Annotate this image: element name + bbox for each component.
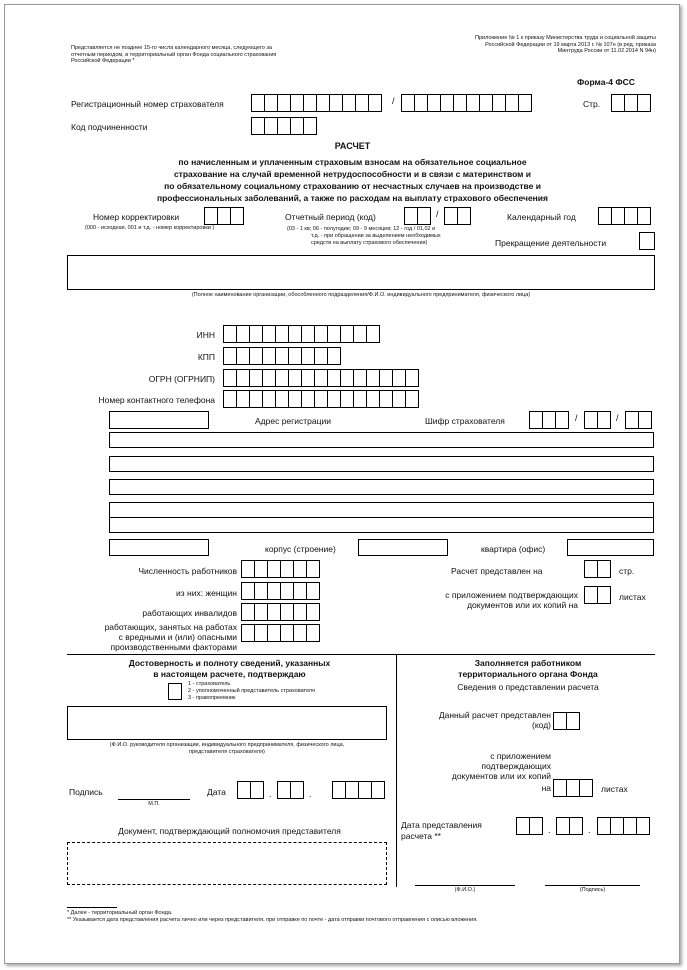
period-slash: /: [436, 209, 439, 219]
harmful-line-2: с вредными и (или) опасными: [118, 632, 237, 642]
attach-line-1: с приложением подтверждающих: [445, 590, 578, 600]
period-hint-1: (03 - 1 кв; 06 - полугодие; 09 - 9 месяцев; 12 - год / 01,02 и: [287, 226, 436, 232]
auth-doc-field[interactable]: [67, 842, 387, 885]
input-cell[interactable]: [293, 582, 307, 600]
input-cell[interactable]: [280, 560, 294, 578]
fund-attach-line-3: документов или их копий: [451, 771, 551, 781]
input-cell[interactable]: [353, 390, 367, 408]
input-cell[interactable]: [249, 369, 263, 387]
pages-suffix: стр.: [619, 566, 635, 576]
input-cell[interactable]: [342, 94, 356, 112]
input-cell[interactable]: [637, 94, 651, 112]
org-name-field[interactable]: [67, 255, 655, 290]
fund-date-line-2: расчета **: [401, 831, 441, 841]
input-cell[interactable]: [553, 779, 567, 797]
input-cell[interactable]: [556, 817, 570, 835]
signature-line[interactable]: [118, 799, 190, 800]
doc-title: РАСЧЕТ: [334, 141, 371, 151]
input-cell[interactable]: [293, 603, 307, 621]
input-cell[interactable]: [306, 603, 320, 621]
input-cell[interactable]: [457, 207, 471, 225]
input-cell[interactable]: [598, 207, 612, 225]
input-cell[interactable]: [277, 781, 291, 799]
title-line-4: профессиональных заболеваний, а также по расходам на выплату страхового обеспечения: [156, 193, 548, 203]
input-cell[interactable]: [529, 817, 543, 835]
address-label: Адрес регистрации: [255, 416, 331, 426]
harmful-line-1: работающих, занятых на работах: [104, 622, 237, 632]
input-cell[interactable]: [267, 603, 281, 621]
input-cell[interactable]: [314, 369, 328, 387]
input-cell[interactable]: [230, 207, 244, 225]
input-cell[interactable]: [379, 390, 393, 408]
input-cell[interactable]: [366, 325, 380, 343]
submitted-pages-label: Расчет представлен на: [451, 566, 543, 576]
building-label: корпус (строение): [265, 544, 336, 554]
period-hint-3: средств на выплату страхового обеспечения): [311, 240, 428, 246]
input-cell[interactable]: [566, 712, 580, 730]
title-line-1: по начисленным и уплаченным страховым взносам на обязательное социальное: [178, 157, 527, 167]
input-cell[interactable]: [440, 94, 454, 112]
address-line-3[interactable]: [109, 479, 654, 495]
period-label: Отчетный период (код): [285, 212, 376, 222]
input-cell[interactable]: [555, 411, 569, 429]
input-cell[interactable]: [236, 347, 250, 365]
fund-date-day[interactable]: [516, 817, 542, 835]
input-cell[interactable]: [262, 369, 276, 387]
input-cell[interactable]: [293, 560, 307, 578]
fund-date-dot-1: .: [548, 825, 551, 835]
auth-doc-label: Документ, подтверждающий полномочия представителя: [118, 826, 341, 836]
sheets-suffix: листах: [619, 592, 646, 602]
input-cell[interactable]: [597, 560, 611, 578]
input-cell[interactable]: [254, 603, 268, 621]
confirm-date-label: Дата: [207, 787, 226, 797]
input-cell[interactable]: [241, 560, 255, 578]
reg-number-part2-cells[interactable]: [401, 94, 531, 112]
input-cell[interactable]: [366, 369, 380, 387]
input-cell[interactable]: [353, 325, 367, 343]
fund-sign-line[interactable]: [545, 885, 640, 886]
input-cell[interactable]: [417, 207, 431, 225]
cipher-cells-2[interactable]: [584, 411, 610, 429]
kpp-label: КПП: [197, 352, 215, 362]
signature-label: Подпись: [69, 787, 103, 797]
input-cell[interactable]: [492, 94, 506, 112]
apartment-label: квартира (офис): [481, 544, 546, 554]
fund-attach-sheets-cells[interactable]: [553, 779, 592, 797]
input-cell[interactable]: [306, 560, 320, 578]
input-cell[interactable]: [371, 781, 385, 799]
input-cell[interactable]: [427, 94, 441, 112]
confirmer-opt-2: 2 - уполномоченный представитель страхователя: [188, 688, 316, 694]
submission-deadline-note: Представляется не позднее 15-го числа календарного месяца, следующего за отчетным периодом, в территориальный орган Фонда социального страхования Российской Федерации *: [71, 45, 277, 64]
input-cell[interactable]: [262, 390, 276, 408]
input-cell[interactable]: [392, 369, 406, 387]
reg-number-part1-cells[interactable]: [251, 94, 381, 112]
confirmer-opt-1: 1 - страхователь: [188, 681, 231, 687]
sub-code-cells[interactable]: [251, 117, 316, 135]
input-cell[interactable]: [542, 411, 556, 429]
input-cell[interactable]: [584, 586, 598, 604]
footnote-1: * Далее - территориальный орган Фонда.: [67, 910, 173, 916]
input-cell[interactable]: [290, 781, 304, 799]
input-cell[interactable]: [275, 347, 289, 365]
confirm-date-day[interactable]: [237, 781, 263, 799]
title-line-3: по обязательному социальному страхованию от несчастных случаев на производстве и: [164, 181, 541, 191]
input-cell[interactable]: [241, 603, 255, 621]
input-cell[interactable]: [236, 369, 250, 387]
input-cell[interactable]: [368, 94, 382, 112]
fund-subtitle: Сведения о представлении расчета: [457, 682, 599, 692]
fund-submitted-line-2: (код): [532, 720, 551, 730]
input-cell[interactable]: [611, 207, 625, 225]
input-cell[interactable]: [597, 411, 611, 429]
input-cell[interactable]: [301, 390, 315, 408]
input-cell[interactable]: [329, 94, 343, 112]
input-cell[interactable]: [241, 624, 255, 642]
harmful-cells[interactable]: [241, 624, 319, 642]
reg-number-label: Регистрационный номер страхователя: [71, 99, 224, 109]
termination-checkbox[interactable]: [639, 232, 655, 250]
confirm-date-month[interactable]: [277, 781, 303, 799]
appendix-note: Приложение № 1 к приказу Министерства труда и социальной защиты Российской Федерации от 19 марта 2013 г. № 107н (в ред. приказа Минтруда России от 11.02.2014 N 94н): [475, 35, 656, 54]
input-cell[interactable]: [288, 390, 302, 408]
input-cell[interactable]: [254, 582, 268, 600]
confirm-title-1: Достоверность и полноту сведений, указанных: [128, 658, 331, 668]
period-hint-2: т.д. - при обращении за выделением необходимых: [311, 233, 441, 239]
input-cell[interactable]: [254, 560, 268, 578]
input-cell[interactable]: [611, 94, 625, 112]
title-line-2: страхование на случай временной нетрудоспособности и в связи с материнством и: [173, 169, 532, 179]
input-cell[interactable]: [405, 369, 419, 387]
address-line-1[interactable]: [109, 432, 654, 448]
input-cell[interactable]: [301, 325, 315, 343]
termination-label: Прекращение деятельности: [495, 238, 607, 248]
input-cell[interactable]: [267, 560, 281, 578]
input-cell[interactable]: [275, 390, 289, 408]
input-cell[interactable]: [327, 369, 341, 387]
attach-line-2: документов или их копий на: [467, 600, 578, 610]
fund-date-year[interactable]: [597, 817, 649, 835]
fund-title-2: территориального органа Фонда: [458, 669, 598, 679]
input-cell[interactable]: [204, 207, 218, 225]
fund-submission-code-cells[interactable]: [553, 712, 579, 730]
input-cell[interactable]: [624, 207, 638, 225]
input-cell[interactable]: [444, 207, 458, 225]
input-cell[interactable]: [314, 347, 328, 365]
input-cell[interactable]: [327, 347, 341, 365]
input-cell[interactable]: [584, 560, 598, 578]
fund-submitted-line-1: Данный расчет представлен: [438, 710, 551, 720]
disabled-label: работающих инвалидов: [142, 608, 237, 618]
cipher-slash-1: /: [575, 413, 578, 423]
confirmer-type-cell[interactable]: [168, 683, 182, 700]
input-cell[interactable]: [569, 817, 583, 835]
fund-fio-line[interactable]: [415, 885, 515, 886]
input-cell[interactable]: [301, 347, 315, 365]
input-cell[interactable]: [453, 94, 467, 112]
reg-number-slash: /: [392, 96, 395, 106]
period-cells-2[interactable]: [444, 207, 470, 225]
input-cell[interactable]: [223, 369, 237, 387]
input-cell[interactable]: [249, 390, 263, 408]
ogrn-label: ОГРН (ОГРНИП): [148, 374, 215, 384]
input-cell[interactable]: [340, 390, 354, 408]
input-cell[interactable]: [584, 411, 598, 429]
employees-cells[interactable]: [241, 560, 319, 578]
input-cell[interactable]: [277, 117, 291, 135]
input-cell[interactable]: [275, 325, 289, 343]
input-cell[interactable]: [353, 369, 367, 387]
input-cell[interactable]: [264, 94, 278, 112]
input-cell[interactable]: [636, 817, 650, 835]
input-cell[interactable]: [267, 624, 281, 642]
sub-code-label: Код подчиненности: [71, 122, 148, 132]
input-cell[interactable]: [327, 390, 341, 408]
confirmer-name-field[interactable]: [67, 706, 387, 740]
fund-date-line-1: Дата представления: [401, 820, 482, 830]
input-cell[interactable]: [267, 582, 281, 600]
input-cell[interactable]: [345, 781, 359, 799]
input-cell[interactable]: [379, 369, 393, 387]
input-cell[interactable]: [466, 94, 480, 112]
fund-date-month[interactable]: [556, 817, 582, 835]
address-line-2[interactable]: [109, 456, 654, 472]
cipher-cells-3[interactable]: [625, 411, 651, 429]
input-cell[interactable]: [529, 411, 543, 429]
women-label: из них: женщин: [176, 588, 237, 598]
disabled-cells[interactable]: [241, 603, 319, 621]
input-cell[interactable]: [637, 207, 651, 225]
apartment-field[interactable]: [567, 539, 654, 556]
confirmer-opt-3: 3 - правопреемник: [188, 695, 236, 701]
input-cell[interactable]: [236, 325, 250, 343]
fund-title-1: Заполняется работником: [474, 658, 582, 668]
input-cell[interactable]: [306, 624, 320, 642]
input-cell[interactable]: [518, 94, 532, 112]
input-cell[interactable]: [249, 347, 263, 365]
column-divider: [396, 654, 397, 887]
input-cell[interactable]: [479, 94, 493, 112]
correction-label: Номер корректировки: [93, 212, 180, 222]
fund-attach-line-4: на: [541, 783, 551, 793]
input-cell[interactable]: [217, 207, 231, 225]
fund-fio-hint: (Ф.И.О.): [454, 887, 476, 893]
inn-label: ИНН: [196, 330, 215, 340]
input-cell[interactable]: [327, 325, 341, 343]
input-cell[interactable]: [288, 325, 302, 343]
input-cell[interactable]: [262, 347, 276, 365]
form-page: [4, 4, 680, 964]
cipher-slash-2: /: [616, 413, 619, 423]
input-cell[interactable]: [241, 582, 255, 600]
cipher-label: Шифр страхователя: [425, 416, 505, 426]
input-cell[interactable]: [316, 94, 330, 112]
input-cell[interactable]: [223, 325, 237, 343]
input-cell[interactable]: [355, 94, 369, 112]
fund-sign-hint: (Подпись): [579, 887, 606, 893]
correction-cells[interactable]: [204, 207, 243, 225]
input-cell[interactable]: [340, 325, 354, 343]
input-cell[interactable]: [275, 369, 289, 387]
input-cell[interactable]: [332, 781, 346, 799]
input-cell[interactable]: [516, 817, 530, 835]
input-cell[interactable]: [624, 94, 638, 112]
confirmer-name-hint-2: представителя страхователя): [189, 749, 265, 755]
input-cell[interactable]: [303, 117, 317, 135]
org-name-hint: (Полное наименование организации, обособленного подразделения/Ф.И.О. индивидуального предпринимателя, физического лица): [191, 292, 531, 298]
year-label: Календарный год: [507, 212, 576, 222]
input-cell[interactable]: [280, 624, 294, 642]
input-cell[interactable]: [236, 390, 250, 408]
input-cell[interactable]: [293, 624, 307, 642]
input-cell[interactable]: [251, 117, 265, 135]
footnote-2: ** Указывается дата представления расчета лично или через представителя, при отправке по почте - дата отправки почтового отправления с описью вложения.: [67, 917, 478, 923]
input-cell[interactable]: [249, 325, 263, 343]
year-cells[interactable]: [598, 207, 650, 225]
input-cell[interactable]: [358, 781, 372, 799]
period-cells-1[interactable]: [404, 207, 430, 225]
fund-attach-line-1: с приложением: [490, 751, 551, 761]
section-divider: [67, 654, 655, 655]
kpp-cells[interactable]: [223, 347, 340, 365]
footnote-separator: [67, 907, 117, 908]
phone-label: Номер контактного телефона: [98, 395, 215, 405]
page-number-cells[interactable]: [611, 94, 650, 112]
input-cell[interactable]: [306, 582, 320, 600]
input-cell[interactable]: [623, 817, 637, 835]
address-line-4[interactable]: [109, 502, 654, 518]
building-field[interactable]: [358, 539, 448, 556]
input-cell[interactable]: [314, 325, 328, 343]
input-cell[interactable]: [280, 603, 294, 621]
input-cell[interactable]: [505, 94, 519, 112]
input-cell[interactable]: [277, 94, 291, 112]
input-cell[interactable]: [303, 94, 317, 112]
women-cells[interactable]: [241, 582, 319, 600]
page-label: Стр.: [583, 99, 601, 109]
employees-label: Численность работников: [138, 566, 237, 576]
confirm-date-dot-1: .: [269, 789, 272, 799]
input-cell[interactable]: [290, 94, 304, 112]
fund-attach-line-2: подтверждающих: [481, 761, 551, 771]
address-line-5[interactable]: [109, 517, 654, 533]
confirm-date-dot-2: .: [309, 789, 312, 799]
input-cell[interactable]: [314, 390, 328, 408]
input-cell[interactable]: [638, 411, 652, 429]
input-cell[interactable]: [340, 369, 354, 387]
form-label: Форма-4 ФСС: [577, 77, 635, 87]
harmful-line-3: производственными факторами: [110, 642, 237, 652]
input-cell[interactable]: [625, 411, 639, 429]
input-cell[interactable]: [288, 347, 302, 365]
input-cell[interactable]: [280, 582, 294, 600]
postal-code-field[interactable]: [109, 411, 209, 429]
input-cell[interactable]: [366, 390, 380, 408]
input-cell[interactable]: [597, 817, 611, 835]
phone-cells[interactable]: [223, 390, 418, 408]
attach-sheets-cells[interactable]: [584, 586, 610, 604]
house-field[interactable]: [109, 539, 209, 556]
input-cell[interactable]: [288, 369, 302, 387]
input-cell[interactable]: [414, 94, 428, 112]
confirm-title-2: в настоящем расчете, подтверждаю: [153, 669, 306, 679]
input-cell[interactable]: [290, 117, 304, 135]
input-cell[interactable]: [301, 369, 315, 387]
submitted-pages-cells[interactable]: [584, 560, 610, 578]
input-cell[interactable]: [404, 207, 418, 225]
input-cell[interactable]: [579, 779, 593, 797]
input-cell[interactable]: [566, 779, 580, 797]
input-cell[interactable]: [223, 347, 237, 365]
input-cell[interactable]: [262, 325, 276, 343]
input-cell[interactable]: [250, 781, 264, 799]
fund-sheets-suffix: листах: [601, 784, 628, 794]
input-cell[interactable]: [254, 624, 268, 642]
input-cell[interactable]: [251, 94, 265, 112]
confirmer-name-hint-1: (Ф.И.О. руководителя организации, индивидуального предпринимателя, физического лица,: [109, 742, 345, 748]
input-cell[interactable]: [401, 94, 415, 112]
input-cell[interactable]: [223, 390, 237, 408]
ogrn-cells[interactable]: [223, 369, 418, 387]
input-cell[interactable]: [405, 390, 419, 408]
stamp-label: М.П.: [148, 801, 160, 807]
input-cell[interactable]: [392, 390, 406, 408]
input-cell[interactable]: [264, 117, 278, 135]
cipher-cells-1[interactable]: [529, 411, 568, 429]
input-cell[interactable]: [610, 817, 624, 835]
inn-cells[interactable]: [223, 325, 379, 343]
correction-hint: (000 - исходная, 001 и т.д. - номер корректировки ): [85, 225, 215, 231]
input-cell[interactable]: [237, 781, 251, 799]
input-cell[interactable]: [597, 586, 611, 604]
input-cell[interactable]: [553, 712, 567, 730]
fund-date-dot-2: .: [588, 825, 591, 835]
confirm-date-year[interactable]: [332, 781, 384, 799]
